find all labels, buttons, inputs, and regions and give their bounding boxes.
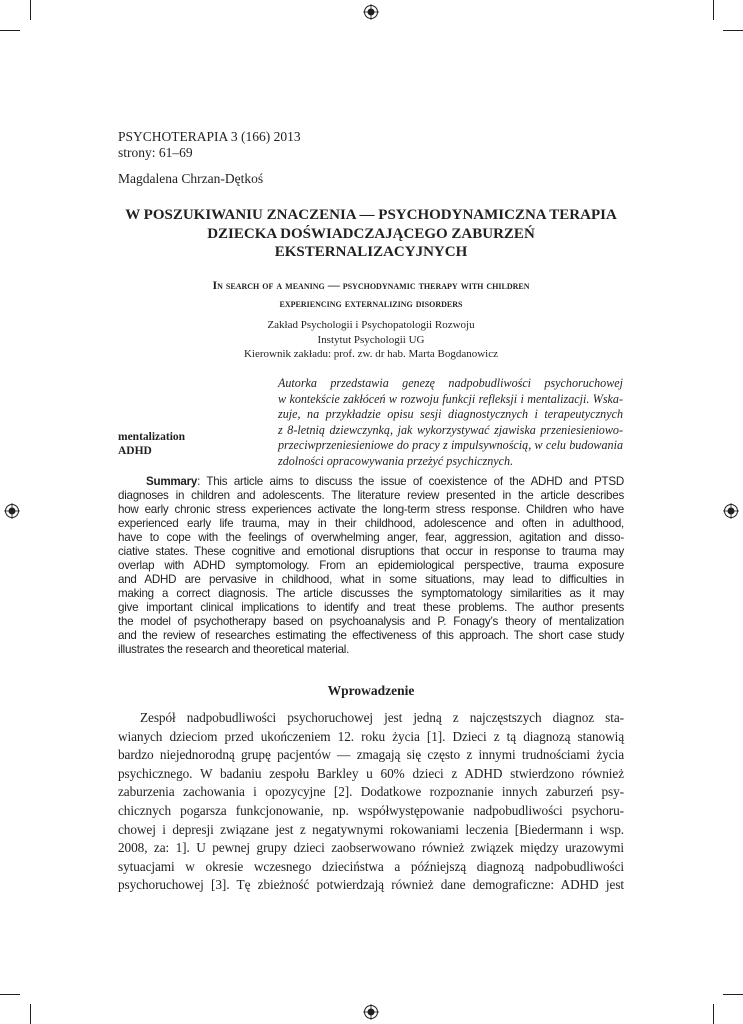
summary-line: and ADHD are pervasive in childhood, what in some situations, may lead to difficulties in — [118, 573, 624, 586]
crop-mark-bottom-right — [713, 1004, 714, 1024]
title-polish — [118, 206, 624, 262]
body-line: chowej i depresji związane jest z negatywnymi rokowaniami leczenia [Biedermann i wsp. — [118, 821, 624, 837]
summary-english — [118, 475, 624, 657]
registration-mark-icon — [363, 4, 379, 20]
abstract-line: zuje, na przykładzie opisu sesji diagnostycznych i terapeutycznych — [278, 407, 623, 421]
abstract-polish — [278, 376, 623, 469]
author-name: Magdalena Chrzan-Dętkoś — [118, 171, 264, 186]
body-line: 2008, za: 1]. U pewnej grupy dzieci zaobserwowano również związek między urazowymi — [118, 840, 624, 856]
affiliation-line: Instytut Psychologii UG — [317, 333, 425, 346]
journal-citation: PSYCHOTERAPIA 3 (166) 2013 — [118, 129, 301, 144]
affiliation-line: Zakład Psychologii i Psychopatologii Rozwoju — [267, 319, 475, 331]
crop-mark-bottom-left — [30, 1004, 31, 1024]
registration-mark-icon — [4, 503, 20, 519]
summary-line: making a correct diagnosis. The article discusses the symptomatology similarities as it may — [118, 587, 624, 600]
summary-line: how early chronic stress experiences activate the long-term stress response. Children who have — [118, 503, 624, 516]
body-line: bardzo niejednorodną grupę pacjentów — zmagają się często z innymi trudnościami życia — [118, 747, 624, 763]
crop-mark-top-left — [30, 0, 31, 20]
affiliation — [118, 318, 624, 362]
affiliation-line: Kierownik zakładu: prof. zw. dr hab. Marta Bogdanowicz — [243, 348, 499, 360]
page-range: strony: 61–69 — [118, 145, 193, 160]
abstract-line: z 8-letnią dziewczynką, jak wykorzystywać zjawiska przeniesieniowo- — [278, 422, 623, 437]
title-english-line: experiencing externalizing disorders — [279, 296, 463, 310]
crop-mark-bottom-left-h — [0, 994, 20, 995]
body-line: zaburzenia zachowania i opozycyjne [2]. Dodatkowe rozpoznanie innych zaburzeń psy- — [118, 784, 624, 800]
body-line: Zespół nadpobudliwości psychoruchowej jest jedną z najczęstszych diagnoz sta- — [140, 710, 624, 725]
body-paragraph — [118, 709, 624, 895]
title-polish-line: W POSZUKIWANIU ZNACZENIA — PSYCHODYNAMICZNA TERAPIA — [125, 207, 617, 223]
title-polish-line: DZIECKA DOŚWIADCZAJĄCEGO ZABURZEŃ — [207, 225, 535, 242]
summary-line: ciative states. These cognitive and emotional disruptions that occur in response to trauma may — [118, 545, 624, 558]
crop-mark-top-right — [713, 0, 714, 20]
summary-line: experienced early life trauma, may in their childhood, adolescence and often in adulthood, — [118, 517, 624, 530]
registration-mark-icon — [723, 503, 739, 519]
summary-line: diagnoses in children and adolescents. The literature review presented in the article describes — [118, 489, 624, 502]
crop-mark-top-right-h — [723, 30, 743, 31]
registration-mark-icon — [363, 1004, 379, 1020]
summary-line: overlap with ADHD symptomology. From an epidemiological perspective, trauma exposure — [118, 559, 624, 572]
body-line: wianych dzieciom przed ukończeniem 12. roku życia [1]. Dzieci z tą diagnozą stanowią — [118, 728, 624, 744]
abstract-line: Autorka przedstawia genezę nadpobudliwości psychoruchowej — [278, 376, 623, 390]
keyword: mentalization — [118, 431, 186, 443]
body-line: sytuacjami w okresie wczesnego dzieciństwa a późniejszą diagnozą nadpobudliwości — [118, 858, 624, 874]
keywords — [118, 430, 185, 458]
abstract-line: w kontekście zakłóceń w rozwoju funkcji refleksji i mentalizacji. Wska- — [278, 391, 623, 406]
section-heading: Wprowadzenie — [327, 683, 415, 698]
summary-line: have to cope with the feelings of overwhelming anger, fear, aggression, agitation and disso- — [118, 531, 624, 544]
title-english — [118, 276, 624, 312]
crop-mark-bottom-right-h — [723, 994, 743, 995]
summary-line: illustrates the research and theoretical material. — [118, 643, 350, 656]
abstract-line: zdolności opracowywania przeżyć psychicznych. — [278, 453, 514, 468]
crop-mark-top-left-h — [0, 30, 20, 31]
keyword: ADHD — [118, 445, 152, 457]
summary-label: Summary — [146, 475, 198, 488]
body-line: chicznych pogarsza funkcjonowanie, np. współwystępowanie nadpobudliwości psychoru- — [118, 802, 624, 818]
summary-line: Summary: This article aims to discuss the issue of coexistence of the ADHD and PTSD — [146, 475, 624, 488]
title-polish-line: EKSTERNALIZACYJNYCH — [274, 244, 468, 260]
summary-line: the model of psychotherapy based on psychoanalysis and P. Fonagy’s theory of mentalization — [118, 615, 624, 628]
title-english-line: In search of a meaning — psychodynamic therapy with children — [212, 278, 530, 292]
body-line: psychoruchowej [3]. Tę zbieżność potwierdzają również dane demograficzne: ADHD jest — [118, 877, 624, 893]
summary-line: and the review of researches estimating the effectiveness of this approach. The short case study — [118, 629, 624, 642]
body-line: psychicznego. W badaniu zespołu Barkley u 60% dzieci z ADHD stwierdzono również — [118, 765, 624, 781]
abstract-line: przeciwprzeniesieniowe do pracy z impulsywnością, w celu budowania — [278, 438, 623, 452]
summary-line: give important clinical implications to identify and treat these problems. The author presents — [118, 601, 624, 614]
